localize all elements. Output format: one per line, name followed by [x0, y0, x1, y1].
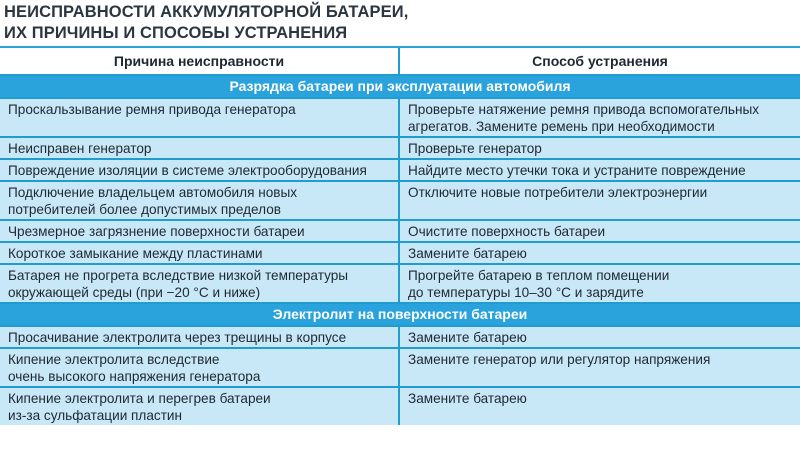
page-title — [4, 2, 408, 44]
cause-text: Чрезмерное загрязнение поверхности батареи — [8, 224, 305, 239]
remedy-cell — [400, 221, 800, 241]
remedy-text: Найдите место утечки тока и устраните повреждение — [408, 163, 746, 178]
faults-table — [0, 46, 800, 425]
cause-text: Проскальзывание ремня привода генератора — [8, 102, 296, 117]
table-row — [0, 388, 800, 425]
table-row — [0, 349, 800, 388]
remedy-text: Замените батарею — [408, 246, 527, 261]
table-row — [0, 160, 800, 182]
remedy-text: Проверьте генератор — [408, 141, 542, 156]
cause-cell — [0, 99, 400, 136]
cause-text: Кипение электролита и перегрев батареи — [8, 391, 271, 406]
table-row — [0, 243, 800, 265]
title-line-1: НЕИСПРАВНОСТИ АККУМУЛЯТОРНОЙ БАТАРЕИ, — [4, 3, 409, 21]
section-header-electrolyte — [0, 304, 800, 327]
table-header-row — [0, 48, 800, 76]
remedy-text: Отключите новые потребители электроэнергии — [408, 185, 708, 200]
table-row — [0, 265, 800, 304]
cause-cell — [0, 388, 400, 425]
cause-text: Просачивание электролита через трещины в корпусе — [8, 330, 347, 345]
cause-text: Кипение электролита вследствие — [8, 352, 220, 367]
table-row — [0, 327, 800, 349]
cause-text: из-за сульфатации пластин — [8, 408, 183, 423]
cause-cell — [0, 182, 400, 219]
table-row — [0, 99, 800, 138]
remedy-cell — [400, 327, 800, 347]
remedy-cell — [400, 265, 800, 302]
remedy-cell — [400, 243, 800, 263]
table-row — [0, 138, 800, 160]
remedy-cell — [400, 138, 800, 158]
cause-text: окружающей среды (при −20 °С и ниже) — [8, 285, 261, 300]
remedy-text: Замените генератор или регулятор напряжения — [408, 352, 711, 367]
remedy-text: Проверьте натяжение ремня привода вспомогательных — [408, 102, 760, 117]
header-cause: Причина неисправности — [0, 48, 400, 74]
cause-cell — [0, 221, 400, 241]
remedy-cell — [400, 349, 800, 386]
header-remedy: Способ устранения — [532, 53, 668, 69]
section-title: Электролит на поверхности батареи — [272, 306, 528, 322]
cause-cell — [0, 138, 400, 158]
cause-text: очень высокого напряжения генератора — [8, 369, 261, 384]
remedy-text: Прогрейте батарею в теплом помещении — [408, 268, 670, 283]
remedy-text: до температуры 10–30 °С и зарядите — [408, 285, 644, 300]
remedy-cell — [400, 99, 800, 136]
remedy-cell — [400, 388, 800, 425]
table-row — [0, 221, 800, 243]
cause-text: Батарея не прогрета вследствие низкой температуры — [8, 268, 349, 283]
remedy-text: Очистите поверхность батареи — [408, 224, 606, 239]
remedy-text: Замените батарею — [408, 330, 527, 345]
section-header-discharge — [0, 76, 800, 99]
cause-cell — [0, 265, 400, 302]
cause-cell — [0, 243, 400, 263]
table-row — [0, 182, 800, 221]
cause-text: Подключение владельцем автомобиля новых — [8, 185, 298, 200]
section-title: Разрядка батареи при эксплуатации автомобиля — [229, 78, 571, 94]
remedy-text: Замените батарею — [408, 391, 527, 406]
cause-cell — [0, 349, 400, 386]
cause-text: Короткое замыкание между пластинами — [8, 246, 263, 261]
cause-cell — [0, 327, 400, 347]
cause-cell — [0, 160, 400, 180]
cause-text: потребителей более допустимых пределов — [8, 202, 282, 217]
remedy-cell — [400, 182, 800, 219]
cause-text: Повреждение изоляции в системе электрооборудования — [8, 163, 367, 178]
remedy-cell — [400, 160, 800, 180]
remedy-text: агрегатов. Замените ремень при необходимости — [408, 119, 715, 134]
title-line-2: ИХ ПРИЧИНЫ И СПОСОБЫ УСТРАНЕНИЯ — [4, 24, 348, 42]
cause-text: Неисправен генератор — [8, 141, 152, 156]
